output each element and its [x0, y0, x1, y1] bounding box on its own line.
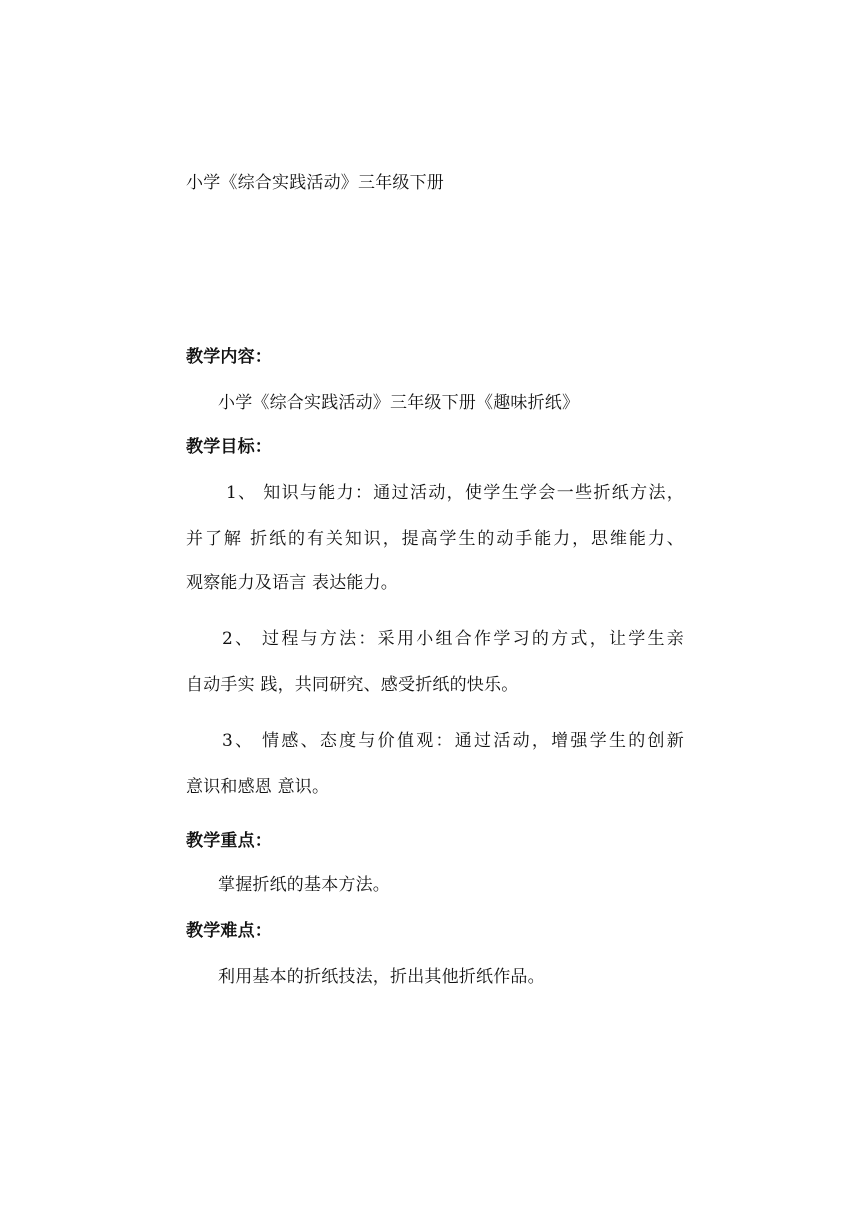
- section-heading-key-points: 教学重点：: [186, 831, 272, 851]
- content-text: 小学《综合实践活动》三年级下册《趣味折纸》: [218, 393, 580, 413]
- section-heading-difficulties: 教学难点：: [186, 921, 272, 941]
- section-heading-goals: 教学目标：: [186, 437, 272, 457]
- goal-3-line-2: 意识和感恩 意识。: [186, 777, 330, 797]
- goal-3-line-1: 3、 情感、态度与价值观：通过活动，增强学生的创新: [222, 731, 684, 751]
- goal-1-line-2: 并了解 折纸的有关知识，提高学生的动手能力，思维能力、: [186, 529, 684, 549]
- goal-1-line-3: 观察能力及语言 表达能力。: [186, 573, 399, 593]
- key-points-text: 掌握折纸的基本方法。: [218, 875, 390, 895]
- goal-2-line-1: 2、 过程与方法：采用小组合作学习的方式，让学生亲: [222, 629, 684, 649]
- document-title: 小学《综合实践活动》三年级下册: [186, 173, 444, 193]
- difficulties-text: 利用基本的折纸技法，折出其他折纸作品。: [218, 967, 545, 987]
- goal-1-line-1: 1、 知识与能力：通过活动，使学生学会一些折纸方法，: [226, 483, 684, 503]
- section-heading-content: 教学内容：: [186, 347, 272, 367]
- goal-2-line-2: 自动手实 践，共同研究、感受折纸的快乐。: [186, 675, 519, 695]
